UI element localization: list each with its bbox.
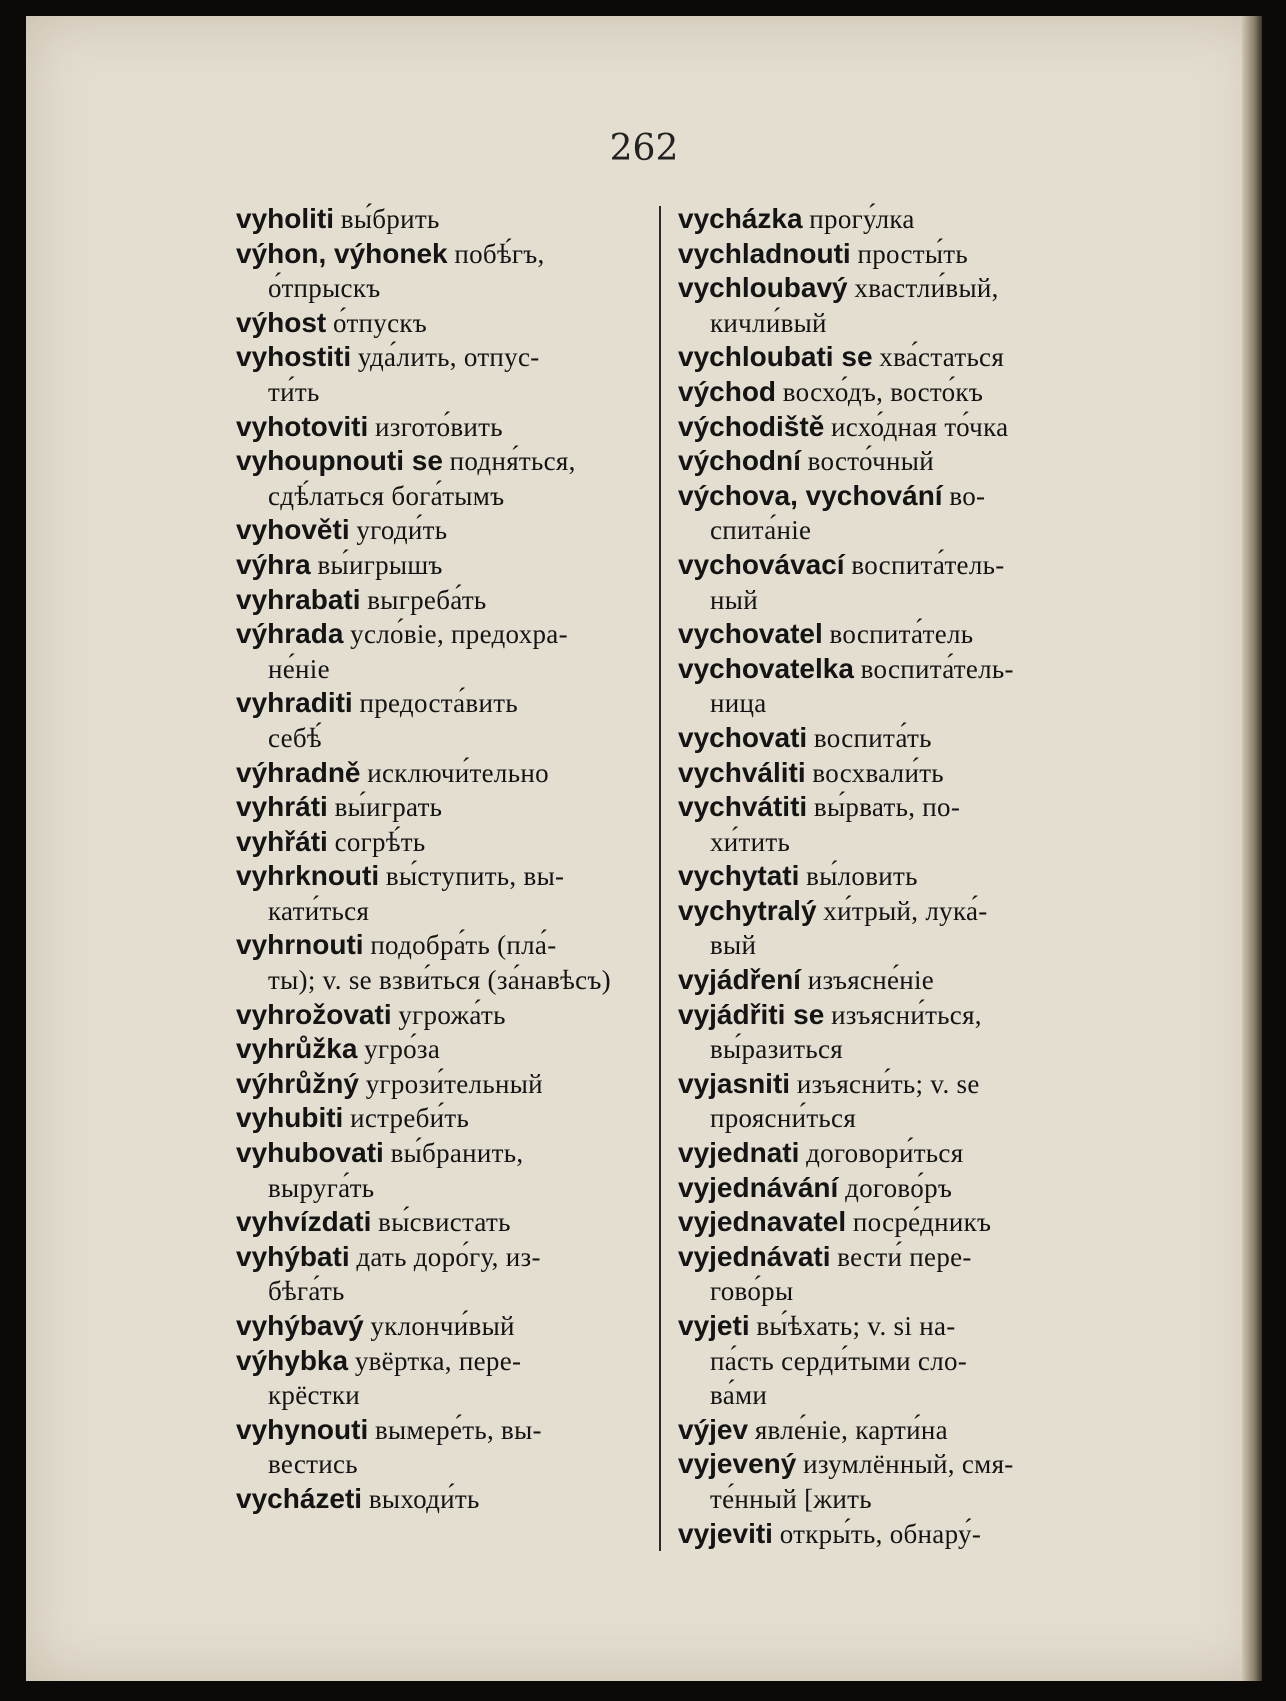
dictionary-entry: [236, 410, 684, 445]
entry-translation: исхо́дная то́чка: [831, 411, 1009, 442]
entry-translation: вы́рвать, по-: [813, 792, 961, 823]
entry-headword: východ: [678, 375, 777, 407]
entry-translation: изумлённый, смя-: [803, 1449, 1014, 1480]
entry-headword: vyhráti: [236, 791, 328, 823]
entry-translation: восхвали́ть: [812, 757, 944, 788]
entry-translation: изъясни́ться,: [831, 999, 982, 1030]
dictionary-entry: [236, 825, 684, 860]
entry-headword: vyhýbati: [236, 1240, 350, 1272]
entry-translation: вести́ пере-: [837, 1241, 972, 1272]
dictionary-entry: [236, 1205, 684, 1240]
entry-translation: увёртка, пере-: [354, 1345, 522, 1376]
dictionary-entry: [236, 998, 684, 1033]
entry-headword: vyhýbavý: [236, 1310, 364, 1341]
entry-headword: vychovatel: [678, 618, 823, 650]
entry-continuation: ти́ть: [268, 376, 320, 407]
entry-headword: výhradně: [236, 756, 361, 788]
entry-headword: vychloubavý: [678, 272, 848, 304]
dictionary-entry: [236, 790, 684, 825]
dictionary-entry: [678, 340, 1124, 375]
dictionary-entry: [236, 686, 684, 755]
entry-translation: вы́игрышъ: [317, 549, 443, 580]
dictionary-entry: [236, 1344, 684, 1413]
dictionary-entry: [678, 271, 1124, 340]
entry-headword: vyjádření: [678, 964, 801, 996]
entry-translation: догово́ръ: [845, 1172, 953, 1203]
dictionary-entry: [678, 617, 1124, 652]
column-divider: [659, 206, 661, 1551]
entry-translation: хвастли́вый,: [854, 273, 999, 304]
entry-headword: vyhrnouti: [236, 929, 364, 961]
entry-continuation: ва́ми: [710, 1380, 768, 1411]
right-column: [678, 202, 1124, 1551]
dictionary-entry: [678, 1171, 1124, 1206]
entry-headword: výjev: [678, 1413, 749, 1445]
dictionary-entry: [236, 1482, 684, 1517]
entry-headword: vychovatelka: [678, 652, 854, 684]
entry-translation: подобра́ть (пла́-: [370, 930, 557, 961]
entry-headword: vyjádřiti se: [678, 998, 825, 1030]
dictionary-entry: [678, 1447, 1124, 1516]
entry-headword: vyjednávání: [678, 1171, 839, 1203]
left-column: [236, 202, 684, 1517]
entry-continuation: себѣ́: [268, 722, 322, 753]
entry-continuation: не́ніе: [268, 653, 330, 684]
entry-continuation: выруга́ть: [268, 1172, 375, 1203]
dictionary-entry: [236, 1136, 684, 1205]
dictionary-entry: [236, 340, 684, 409]
entry-headword: vychytati: [678, 860, 800, 892]
entry-translation: истреби́ть: [350, 1103, 470, 1134]
dictionary-entry: [678, 652, 1124, 721]
entry-continuation: бѣга́ть: [268, 1276, 345, 1307]
entry-translation: предоста́вить: [359, 688, 518, 719]
entry-headword: vyhrožovati: [236, 998, 392, 1030]
dictionary-entry: [236, 859, 684, 928]
dictionary-entry: [236, 548, 684, 583]
entry-headword: vyjednati: [678, 1137, 800, 1169]
entry-translation: о́тпускъ: [333, 307, 428, 338]
entry-headword: vyjednávati: [678, 1240, 831, 1272]
entry-translation: посре́дникъ: [852, 1207, 992, 1238]
dictionary-entry: [236, 1413, 684, 1482]
entry-translation: усло́віе, предохра-: [350, 619, 568, 650]
entry-continuation: крёстки: [268, 1380, 361, 1411]
entry-translation: во-: [949, 480, 986, 511]
entry-translation: уклончи́вый: [370, 1311, 515, 1341]
entry-headword: vyhrknouti: [236, 860, 380, 892]
entry-translation: вы́бранить,: [390, 1138, 524, 1169]
entry-headword: výhrůžný: [236, 1067, 359, 1099]
entry-headword: východiště: [678, 410, 825, 442]
entry-headword: vyhověti: [236, 514, 350, 546]
dictionary-entry: [236, 513, 684, 548]
entry-headword: vyhostiti: [236, 341, 352, 373]
dictionary-entry: [236, 202, 684, 237]
entry-translation: хи́трый, лука́-: [823, 895, 988, 926]
entry-continuation: спита́ніе: [710, 515, 812, 546]
dictionary-entry: [236, 1240, 684, 1309]
dictionary-entry: [236, 1101, 684, 1136]
entry-headword: vyhubovati: [236, 1137, 384, 1169]
entry-translation: исключи́тельно: [367, 757, 549, 788]
entry-headword: vyjeti: [678, 1310, 750, 1341]
book-spine: [1242, 16, 1262, 1681]
entry-headword: vychovávací: [678, 548, 845, 580]
entry-headword: vyhvízdati: [236, 1206, 372, 1238]
entry-headword: vyhynouti: [236, 1413, 369, 1445]
entry-translation: угро́за: [364, 1034, 441, 1065]
entry-translation: восто́чный: [807, 446, 934, 477]
entry-headword: vyjeviti: [678, 1517, 773, 1549]
dictionary-entry: [236, 583, 684, 618]
entry-translation: вымере́ть, вы-: [374, 1414, 542, 1445]
dictionary-entry: [678, 756, 1124, 791]
entry-continuation: кичли́вый: [710, 307, 827, 338]
entry-headword: vyhubiti: [236, 1102, 344, 1134]
entry-translation: изъясне́ніе: [807, 965, 935, 996]
entry-headword: vyhřáti: [236, 825, 328, 857]
entry-continuation: вы́разиться: [710, 1034, 844, 1065]
entry-translation: воспита́тель: [829, 619, 974, 650]
entry-headword: vyhoupnouti se: [236, 445, 443, 477]
entry-headword: vychvátiti: [678, 791, 808, 823]
entry-continuation: ный: [710, 584, 758, 615]
dictionary-entry: [236, 1309, 684, 1344]
entry-headword: vyholiti: [236, 203, 335, 234]
entry-translation: уда́лить, отпус-: [357, 342, 540, 373]
entry-translation: выходи́ть: [368, 1483, 480, 1514]
entry-translation: воспита́тель-: [860, 653, 1014, 684]
dictionary-entry: [678, 859, 1124, 894]
entry-headword: východní: [678, 445, 801, 477]
entry-translation: прогу́лка: [809, 204, 915, 234]
entry-translation: вы́свистать: [378, 1207, 511, 1238]
dictionary-entry: [678, 548, 1124, 617]
entry-translation: изгото́вить: [374, 411, 503, 442]
dictionary-entry: [236, 617, 684, 686]
dictionary-entry: [678, 375, 1124, 410]
dictionary-entry: [678, 790, 1124, 859]
entry-continuation: па́сть серди́тыми сло-: [710, 1345, 968, 1376]
dictionary-entry: [678, 894, 1124, 963]
dictionary-entry: [236, 928, 684, 997]
dictionary-entry: [678, 1309, 1124, 1413]
dictionary-entry: [678, 1413, 1124, 1448]
entry-translation: побѣ́гъ,: [454, 238, 545, 269]
entry-translation: вы́ѣхать; v. si на-: [756, 1311, 956, 1341]
entry-translation: вы́ступить, вы-: [385, 861, 565, 892]
entry-translation: изъясни́ть; v. se: [796, 1068, 980, 1099]
dictionary-entry: [678, 998, 1124, 1067]
entry-headword: vyjasniti: [678, 1067, 791, 1099]
dictionary-entry: [236, 306, 684, 341]
entry-continuation: ты); v. se взви́ться (за́навѣсъ): [268, 965, 611, 996]
entry-continuation: сдѣ́латься бога́тымъ: [268, 480, 505, 511]
entry-continuation: проясни́ться: [710, 1103, 857, 1134]
dictionary-entry: [236, 1067, 684, 1102]
entry-headword: výhost: [236, 306, 327, 338]
dictionary-entry: [236, 1032, 684, 1067]
entry-translation: восхо́дъ, восто́къ: [782, 376, 984, 407]
dictionary-entry: [678, 1205, 1124, 1240]
entry-translation: выгреба́ть: [367, 584, 487, 615]
entry-translation: угоди́ть: [356, 515, 448, 546]
entry-headword: vyhrůžka: [236, 1033, 358, 1065]
dictionary-entry: [678, 410, 1124, 445]
dictionary-entry: [678, 479, 1124, 548]
dictionary-entry: [678, 237, 1124, 272]
entry-translation: договори́ться: [806, 1138, 964, 1169]
entry-translation: воспита́ть: [813, 722, 932, 753]
entry-headword: výhybka: [236, 1344, 349, 1376]
entry-headword: vychváliti: [678, 756, 806, 788]
entry-translation: откры́ть, обнару́-: [779, 1518, 982, 1549]
entry-continuation: кати́ться: [268, 895, 370, 926]
entry-headword: výhrada: [236, 618, 344, 650]
dictionary-entry: [236, 756, 684, 791]
entry-headword: vychloubati se: [678, 341, 873, 373]
entry-headword: vychytralý: [678, 894, 817, 926]
entry-translation: угрожа́ть: [398, 999, 506, 1030]
entry-headword: výhra: [236, 548, 311, 580]
entry-headword: vychovati: [678, 721, 808, 753]
entry-continuation: хи́тить: [710, 826, 791, 857]
entry-headword: vyhraditi: [236, 687, 353, 719]
entry-translation: вы́брить: [340, 204, 440, 234]
entry-continuation: о́тпрыскъ: [268, 273, 381, 304]
entry-headword: vyhotoviti: [236, 410, 369, 442]
entry-continuation: ница: [710, 688, 767, 719]
dictionary-page: [26, 16, 1262, 1681]
entry-translation: просты́ть: [857, 238, 969, 269]
entry-headword: vyhrabati: [236, 583, 361, 615]
entry-continuation: гово́ры: [710, 1276, 794, 1307]
dictionary-entry: [678, 1136, 1124, 1171]
entry-translation: согрѣ́ть: [334, 826, 426, 857]
entry-headword: vyjevený: [678, 1448, 797, 1480]
entry-continuation: те́нный [жить: [710, 1483, 872, 1514]
entry-translation: хва́статься: [879, 342, 1005, 373]
dictionary-entry: [678, 963, 1124, 998]
dictionary-entry: [678, 1240, 1124, 1309]
dictionary-entry: [236, 444, 684, 513]
page-number: 262: [609, 128, 679, 169]
entry-headword: vycházeti: [236, 1482, 363, 1514]
entry-continuation: вый: [710, 930, 757, 961]
entry-continuation: вестись: [268, 1449, 358, 1480]
entry-translation: воспита́тель-: [851, 549, 1005, 580]
dictionary-entry: [678, 721, 1124, 756]
dictionary-entry: [678, 1067, 1124, 1136]
dictionary-entry: [678, 202, 1124, 237]
entry-translation: вы́ловить: [806, 861, 918, 892]
dictionary-entry: [678, 1517, 1124, 1552]
dictionary-entry: [236, 237, 684, 306]
entry-translation: вы́играть: [334, 792, 443, 823]
entry-translation: угрози́тельный: [365, 1068, 543, 1099]
dictionary-entry: [678, 444, 1124, 479]
entry-headword: vycházka: [678, 203, 803, 234]
entry-headword: vychladnouti: [678, 237, 851, 269]
entry-translation: подня́ться,: [449, 446, 576, 477]
entry-headword: vyjednavatel: [678, 1206, 847, 1238]
entry-headword: výhon, výhonek: [236, 237, 448, 269]
entry-headword: výchova, vychování: [678, 479, 943, 511]
entry-translation: дать доро́гу, из-: [356, 1241, 541, 1272]
entry-translation: явле́ніе, карти́на: [754, 1414, 948, 1445]
